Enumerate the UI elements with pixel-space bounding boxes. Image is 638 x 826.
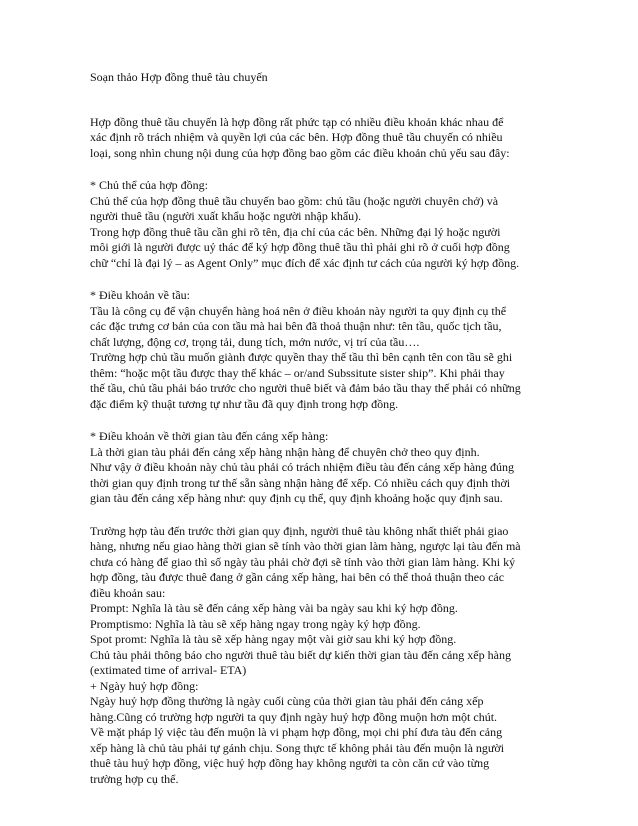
text-line: Trong hợp đồng thuê tầu cần ghi rõ tên, địa chỉ của các bên. Những đại lý hoặc người: [90, 224, 501, 239]
text-line: người thuê tầu (người xuất khẩu hoặc người nhập khẩu).: [90, 209, 362, 223]
text-line: gian tàu đến cảng xếp hàng như: quy định cụ thể, quy định khoảng hoặc quy định sau.: [90, 491, 503, 505]
text-line: Promptismo: Nghĩa là tàu sẽ xếp hàng ngay trong ngày ký hợp đồng.: [90, 616, 421, 631]
text-line: Ngày huỷ hợp đồng thường là ngày cuối cùng của thời gian tàu phải đến cảng xếp: [90, 694, 484, 708]
text-line: Spot promt: Nghĩa là tàu sẽ xếp hàng ngay một vài giờ sau khi ký hợp đồng.: [90, 632, 457, 646]
section-heading: * Chủ thể của hợp đồng:: [90, 178, 208, 192]
text-line: trường hợp cụ thể.: [90, 771, 179, 786]
text-line: thuê tàu huỷ hợp đồng, việc huỷ hợp đồng hay không người ta còn căn cứ vào từng: [90, 756, 490, 770]
text-line: Hợp đồng thuê tầu chuyến là hợp đồng rất phức tạp có nhiều điều khoản khác nhau để: [90, 114, 504, 129]
text-line: chưa có hàng để giao thì số ngày tàu phải chờ đợi sẽ tính vào thời gian làm hàng. Khi ký: [90, 554, 516, 569]
text-line: hàng.Cũng có trường hợp người ta quy định ngày huỷ hợp đồng muộn hơn một chút.: [90, 709, 498, 724]
text-line: xếp hàng là chủ tàu phải tự gánh chịu. Song thực tế không phải tàu đến muộn là người: [90, 740, 505, 755]
text-line: chữ “chỉ là đại lý – as Agent Only” mục đích để xác định tư cách của người ký hợp đồng.: [90, 255, 520, 270]
text-line: thế tầu, chủ tầu phải báo trước cho người thuê biết và đảm bảo tầu thay thế phải có những: [90, 381, 521, 395]
text-line: thời gian quy định trong tư thế sẵn sàng nhận hàng để xếp. Có nhiều cách quy định thời: [90, 475, 511, 490]
document-body: [90, 70, 560, 804]
text-line: thêm: “hoặc một tầu được thay thế khác – or/and Subssitute sister ship”. Khi phải thay: [90, 365, 505, 380]
text-line: Chủ tàu phải thông báo cho người thuê tàu biết dự kiến thời gian tàu đến cảng xếp hàng: [90, 647, 511, 662]
intro-paragraph: [90, 115, 560, 162]
section-heading: * Điều khoản về tầu:: [90, 288, 190, 302]
text-line: loại, song nhìn chung nội dung của hợp đồng bao gồm các điều khoản chủ yếu sau đây:: [90, 145, 510, 160]
text-line: các đặc trưng cơ bản của con tầu mà hai bên đã thoả thuận như: tên tầu, quốc tịch tầu,: [90, 319, 502, 333]
text-line: hàng, nhưng nếu giao hàng thời gian sẽ tính vào thời gian làm hàng, ngược lại tàu đến mà: [90, 539, 521, 553]
text-line: Prompt: Nghĩa là tàu sẽ đến cảng xếp hàng vài ba ngày sau khi ký hợp đồng.: [90, 601, 458, 615]
document-title: Soạn thảo Hợp đồng thuê tàu chuyến: [90, 70, 268, 84]
text-line: Tầu là công cụ để vận chuyển hàng hoá nên ở điều khoản này người ta quy định cụ thể: [90, 303, 507, 318]
section-ship: [90, 288, 560, 412]
text-line: Là thời gian tàu phải đến cảng xếp hàng nhận hàng để chuyên chở theo quy định.: [90, 444, 480, 459]
text-line: Trường hợp chủ tầu muốn giành được quyền thay thế tầu thì bên cạnh tên con tầu sẽ ghi: [90, 350, 513, 364]
section-heading: + Ngày huỷ hợp đồng:: [90, 678, 199, 693]
text-line: chất lượng, động cơ, trọng tải, dung tích, mớn nước, vị trí của tầu….: [90, 334, 420, 349]
text-line: Trường hợp tàu đến trước thời gian quy định, người thuê tàu không nhất thiết phải giao: [90, 523, 509, 538]
text-line: đặc điểm kỹ thuật tương tự như tầu đã quy định trong hợp đồng.: [90, 396, 399, 411]
text-line: hợp đồng, tàu được thuê đang ở gần cảng xếp hàng, hai bên có thể thoả thuận theo các: [90, 570, 505, 584]
text-line: môi giới là người được uỷ thác để ký hợp đồng thuê tầu thì phải ghi rõ ở cuối hợp đồng: [90, 240, 510, 254]
section-early-arrival: [90, 524, 560, 788]
section-arrival-time: [90, 429, 560, 507]
section-heading: * Điều khoản về thời gian tàu đến cảng xếp hàng:: [90, 429, 329, 443]
text-line: Như vậy ở điều khoản này chủ tàu phải có trách nhiệm điều tàu đến cảng xếp hàng đúng: [90, 460, 515, 474]
text-line: (extimated time of arrival- ETA): [90, 663, 247, 677]
text-line: Chủ thể của hợp đồng thuê tầu chuyến bao gồm: chủ tầu (hoặc người chuyên chở) và: [90, 193, 499, 208]
text-line: xác định rõ trách nhiệm và quyền lợi của các bên. Hợp đồng thuê tầu chuyến có nhiều: [90, 130, 503, 144]
text-line: Về mặt pháp lý việc tàu đến muộn là vi phạm hợp đồng, mọi chi phí đưa tàu đến cảng: [90, 725, 503, 739]
section-parties: [90, 178, 560, 271]
text-line: điều khoản sau:: [90, 585, 166, 600]
